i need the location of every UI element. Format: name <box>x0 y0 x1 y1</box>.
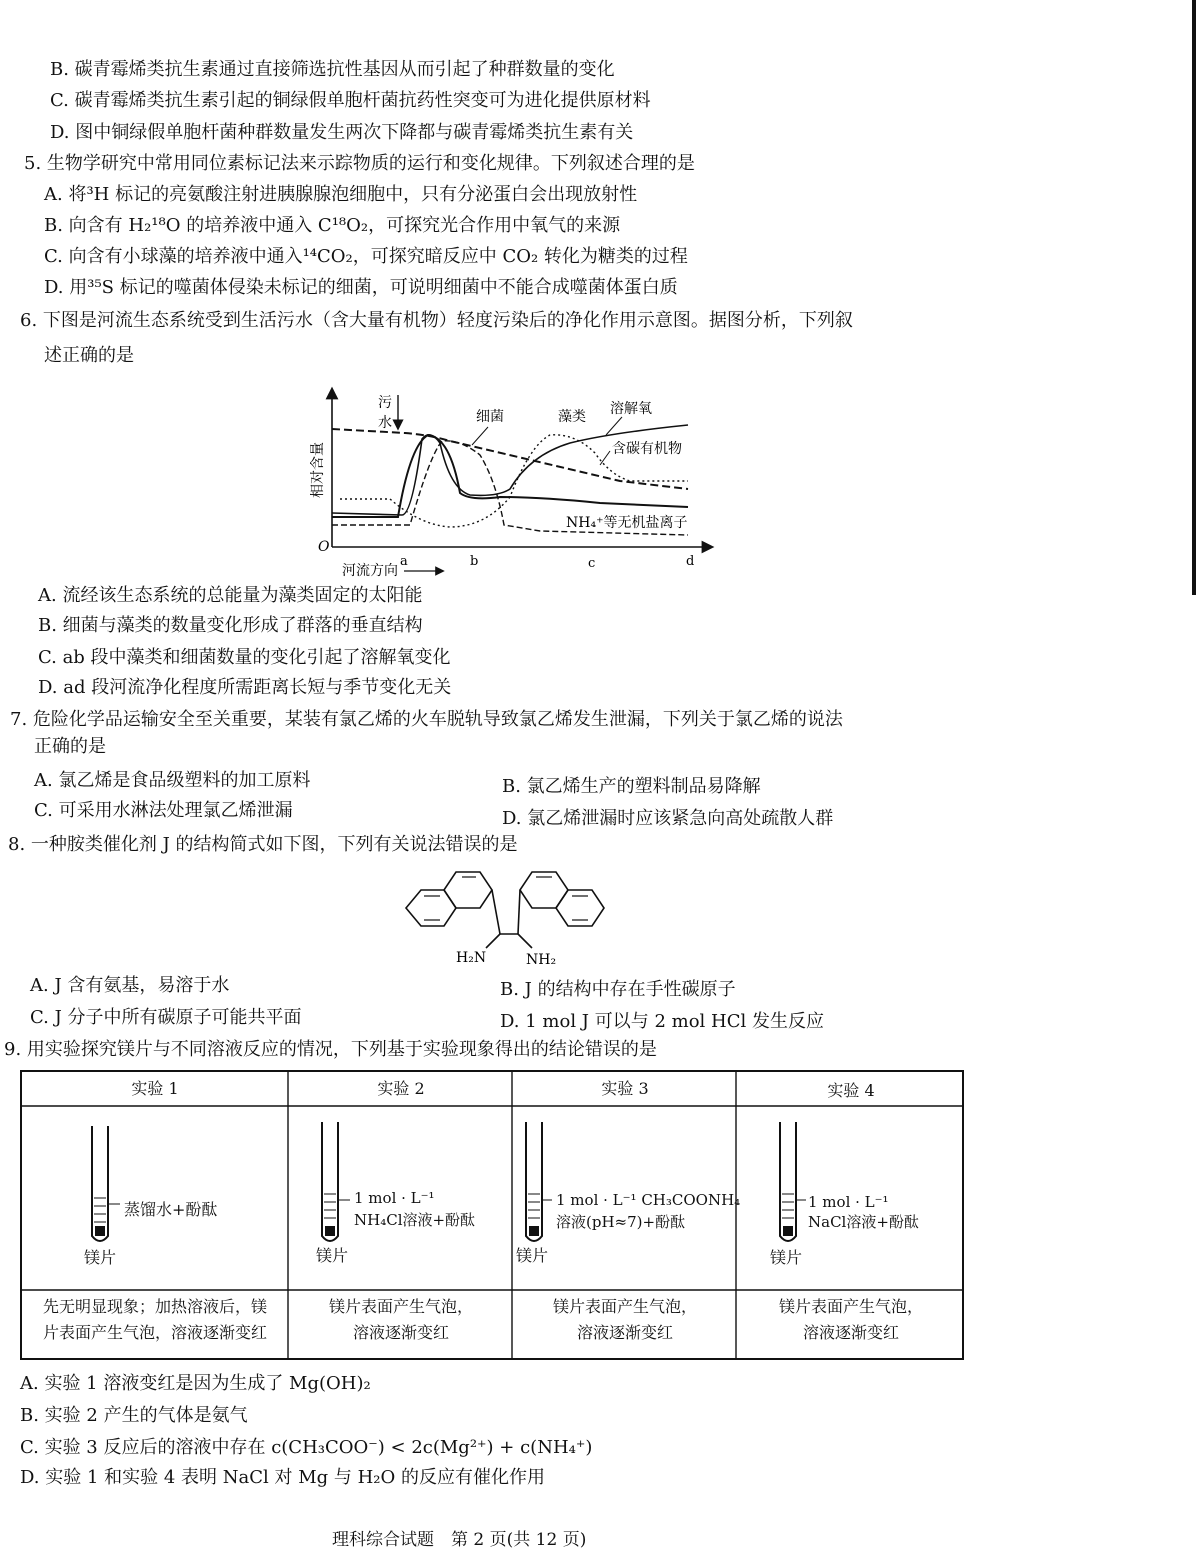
oxygen-label: 溶解氧 <box>610 401 652 417</box>
q9-option-c: C. 实验 3 反应后的溶液中存在 c(CH₃COO⁻) < 2c(Mg²⁺) + c(NH₄⁺) <box>20 1437 593 1458</box>
exp4-solution-line2: NaCl溶液+酚酞 <box>808 1213 919 1231</box>
q8-option-d: D. 1 mol J 可以与 2 mol HCl 发生反应 <box>500 1011 824 1032</box>
exp4-mg-label: 镁片 <box>770 1248 803 1267</box>
q9-stem: 9. 用实验探究镁片与不同溶液反应的情况，下列基于实验现象得出的结论错误的是 <box>4 1039 657 1060</box>
exp4-observation-line1: 镁片表面产生气泡， <box>778 1297 923 1316</box>
binding-edge-line <box>1192 0 1196 595</box>
exp2-observation-line1: 镁片表面产生气泡， <box>328 1297 473 1316</box>
q6-river-purification-diagram <box>310 385 730 585</box>
q8-option-a: A. J 含有氨基，易溶于水 <box>30 975 230 996</box>
q7-option-c: C. 可采用水淋法处理氯乙烯泄漏 <box>34 800 293 821</box>
q6-option-c: C. ab 段中藻类和细菌数量的变化引起了溶解氧变化 <box>38 647 451 668</box>
bacteria-leader <box>472 427 488 445</box>
exp1-observation-line2: 片表面产生气泡，溶液逐渐变红 <box>42 1323 267 1342</box>
q8-stem: 8. 一种胺类催化剂 J 的结构简式如下图，下列有关说法错误的是 <box>8 834 518 855</box>
q7-stem-line2: 正确的是 <box>34 736 106 757</box>
origin-label: O <box>318 539 330 555</box>
q7-option-b: B. 氯乙烯生产的塑料制品易降解 <box>502 776 761 797</box>
q4-option-c: C. 碳青霉烯类抗生素引起的铜绿假单胞杆菌抗药性突变可为进化提供原材料 <box>50 90 651 111</box>
q5-option-b: B. 向含有 H₂¹⁸O 的培养液中通入 C¹⁸O₂，可探究光合作用中氧气的来源 <box>44 215 621 236</box>
q8-option-b: B. J 的结构中存在手性碳原子 <box>500 979 736 1000</box>
oxygen-leader <box>606 417 622 435</box>
tick-a: a <box>400 554 408 569</box>
q7-option-d: D. 氯乙烯泄漏时应该紧急向高处疏散人群 <box>502 808 834 829</box>
test-tube-2 <box>322 1122 350 1241</box>
q6-stem-line1: 6. 下图是河流生态系统受到生活污水（含大量有机物）轻度污染后的净化作用示意图。据图分析，下列叙 <box>20 310 853 331</box>
inorganic-ion-label: NH₄⁺等无机盐离子 <box>566 515 688 531</box>
test-tube-1 <box>92 1126 120 1241</box>
test-tube-4 <box>780 1122 806 1241</box>
table-header-exp4: 实验 4 <box>827 1081 875 1100</box>
q4-option-d: D. 图中铜绿假单胞杆菌种群数量发生两次下降都与碳青霉烯类抗生素有关 <box>50 122 634 143</box>
q6-option-b: B. 细菌与藻类的数量变化形成了群落的垂直结构 <box>38 615 423 636</box>
amine-right-label: NH₂ <box>526 952 557 968</box>
q5-stem: 5. 生物学研究中常用同位素标记法来示踪物质的运行和变化规律。下列叙述合理的是 <box>24 153 695 174</box>
table-header-exp1: 实验 1 <box>131 1079 179 1098</box>
q9-option-b: B. 实验 2 产生的气体是氨气 <box>20 1405 248 1426</box>
q8-structure-j <box>396 858 616 970</box>
q9-option-a: A. 实验 1 溶液变红是因为生成了 Mg(OH)₂ <box>20 1373 371 1394</box>
dissolved-oxygen-curve <box>332 425 688 515</box>
q5-option-a: A. 将³H 标记的亮氨酸注射进胰腺腺泡细胞中，只有分泌蛋白会出现放射性 <box>44 184 638 205</box>
amine-left-label: H₂N <box>456 950 487 966</box>
bacteria-label: 细菌 <box>476 409 504 425</box>
exp2-observation-line2: 溶液逐渐变红 <box>352 1323 449 1342</box>
test-tube-3 <box>526 1122 552 1241</box>
exp1-mg-label: 镁片 <box>84 1248 117 1267</box>
q7-option-a: A. 氯乙烯是食品级塑料的加工原料 <box>34 770 311 791</box>
page-footer: 理科综合试题 第 2 页(共 12 页) <box>332 1530 587 1550</box>
y-axis-label: 相对含量 <box>310 442 326 498</box>
organic-carbon-curve <box>332 429 688 489</box>
tick-b: b <box>470 554 479 569</box>
organic-leader <box>600 451 610 465</box>
table-header-exp2: 实验 2 <box>377 1079 425 1098</box>
sewage-label-2: 水 <box>378 415 392 431</box>
algae-label: 藻类 <box>558 409 586 425</box>
q6-stem-line2: 述正确的是 <box>44 345 134 366</box>
exp3-mg-label: 镁片 <box>516 1246 549 1265</box>
exp3-observation-line1: 镁片表面产生气泡， <box>552 1297 697 1316</box>
exp3-observation-line2: 溶液逐渐变红 <box>576 1323 673 1342</box>
exp2-solution-line2: NH₄Cl溶液+酚酞 <box>354 1211 476 1229</box>
q6-option-d: D. ad 段河流净化程度所需距离长短与季节变化无关 <box>38 677 452 698</box>
q5-option-d: D. 用³⁵S 标记的噬菌体侵染未标记的细菌，可说明细菌中不能合成噬菌体蛋白质 <box>44 277 678 298</box>
q7-stem-line1: 7. 危险化学品运输安全至关重要，某装有氯乙烯的火车脱轨导致氯乙烯发生泄漏，下列关于氯乙烯的说法 <box>10 709 843 730</box>
exp1-solution: 蒸馏水+酚酞 <box>124 1200 218 1219</box>
exp2-mg-label: 镁片 <box>316 1246 349 1265</box>
x-axis-label: 河流方向 <box>342 563 398 579</box>
q6-option-a: A. 流经该生态系统的总能量为藻类固定的太阳能 <box>38 585 423 606</box>
q8-option-c: C. J 分子中所有碳原子可能共平面 <box>30 1007 302 1028</box>
table-header-exp3: 实验 3 <box>601 1079 649 1098</box>
tick-c: c <box>588 556 596 571</box>
q5-option-c: C. 向含有小球藻的培养液中通入¹⁴CO₂，可探究暗反应中 CO₂ 转化为糖类的过程 <box>44 246 688 267</box>
exp1-observation-line1: 先无明显现象；加热溶液后，镁 <box>42 1297 267 1316</box>
exp3-solution-line1: 1 mol · L⁻¹ CH₃COONH₄ <box>556 1191 741 1209</box>
q9-option-d: D. 实验 1 和实验 4 表明 NaCl 对 Mg 与 H₂O 的反应有催化作用 <box>20 1467 545 1488</box>
exp3-solution-line2: 溶液(pH≈7)+酚酞 <box>556 1213 686 1231</box>
sewage-label-1: 污 <box>378 395 392 411</box>
q4-option-b: B. 碳青霉烯类抗生素通过直接筛选抗性基因从而引起了种群数量的变化 <box>50 59 615 80</box>
organic-carbon-label: 含碳有机物 <box>612 441 682 457</box>
exp4-observation-line2: 溶液逐渐变红 <box>802 1323 899 1342</box>
exp4-solution-line1: 1 mol · L⁻¹ <box>808 1193 889 1211</box>
exp2-solution-line1: 1 mol · L⁻¹ <box>354 1189 435 1207</box>
tick-d: d <box>686 554 695 569</box>
